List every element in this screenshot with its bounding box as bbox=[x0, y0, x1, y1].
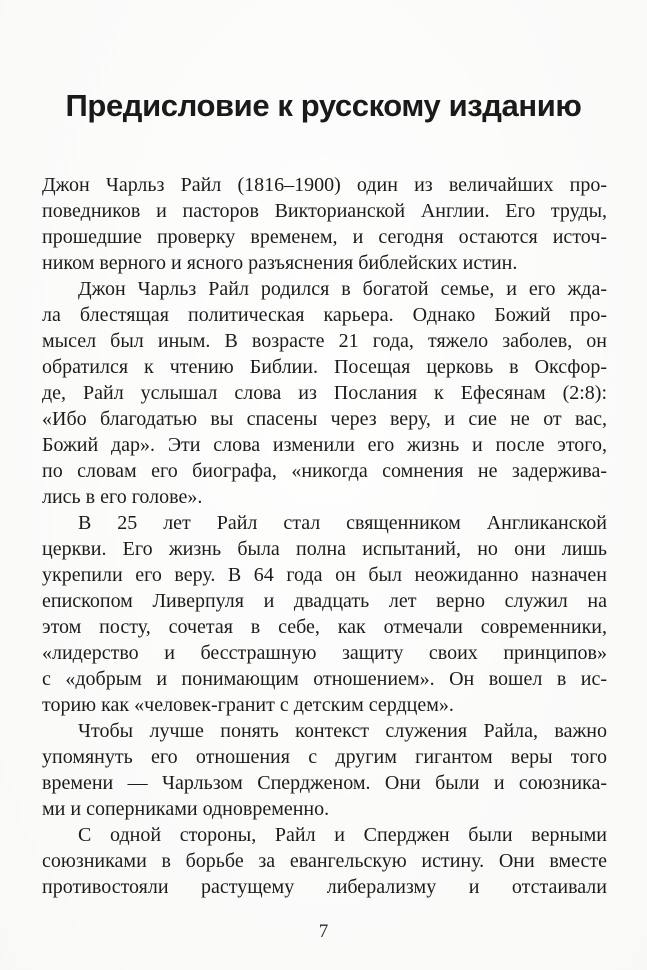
text-line: де, Райл услышал слова из Послания к Ефесянам (2:8): bbox=[42, 382, 607, 404]
body-text bbox=[42, 172, 607, 900]
text-line: С одной стороны, Райл и Сперджен были верными bbox=[78, 824, 607, 846]
text-line: ла блестящая политическая карьера. Однако Божий про- bbox=[42, 304, 607, 326]
text-line: Божий дар». Эти слова изменили его жизнь и после этого, bbox=[42, 434, 607, 456]
text-line: с «добрым и понимающим отношением». Он вошел в ис- bbox=[42, 668, 607, 690]
text-line: союзниками в борьбе за евангельскую истину. Они вместе bbox=[42, 850, 607, 872]
text-line: поведников и пасторов Викторианской Англии. Его труды, bbox=[42, 200, 607, 222]
text-line: по словам его биографа, «никогда сомнения не задержива- bbox=[42, 460, 607, 482]
text-line: ником верного и ясного разъяснения библейских истин. bbox=[42, 252, 518, 274]
text-line: церкви. Его жизнь была полна испытаний, но они лишь bbox=[42, 538, 607, 560]
text-line: упомянуть его отношения с другим гигантом веры того bbox=[42, 746, 607, 768]
page-number: 7 bbox=[318, 921, 329, 942]
text-line: «лидерство и бесстрашную защиту своих принципов» bbox=[42, 642, 607, 664]
paragraph bbox=[42, 172, 607, 276]
paragraph bbox=[42, 718, 607, 822]
text-line: лись в его голове». bbox=[42, 486, 203, 508]
text-line: прошедшие проверку временем, и сегодня остаются источ- bbox=[42, 226, 607, 248]
text-line: ми и соперниками одновременно. bbox=[42, 798, 330, 820]
text-line: противостояли растущему либерализму и отстаивали bbox=[42, 876, 607, 898]
paragraph bbox=[42, 822, 607, 900]
text-line: обратился к чтению Библии. Посещая церковь в Оксфор- bbox=[42, 356, 607, 378]
text-line: епископом Ливерпуля и двадцать лет верно служил на bbox=[42, 590, 607, 612]
text-line: Джон Чарльз Райл (1816–1900) один из величайших про- bbox=[42, 174, 607, 196]
text-line: Чтобы лучше понять контекст служения Райла, важно bbox=[78, 720, 607, 742]
chapter-title: Предисловие к русскому изданию bbox=[65, 88, 582, 123]
text-line: времени — Чарльзом Спердженом. Они были и союзника- bbox=[42, 772, 607, 794]
paragraph bbox=[42, 510, 607, 718]
text-line: «Ибо благодатью вы спасены через веру, и сие не от вас, bbox=[42, 408, 607, 430]
text-line: торию как «человек-гранит с детским сердцем». bbox=[42, 694, 454, 716]
text-line: В 25 лет Райл стал священником Англиканской bbox=[78, 512, 607, 534]
text-line: Джон Чарльз Райл родился в богатой семье, и его жда- bbox=[78, 278, 607, 300]
text-line: мысел был иным. В возрасте 21 года, тяжело заболев, он bbox=[42, 330, 607, 352]
paragraph bbox=[42, 276, 607, 510]
text-line: этом посту, сочетая в себе, как отмечали современники, bbox=[42, 616, 607, 638]
text-line: укрепили его веру. В 64 года он был неожиданно назначен bbox=[42, 564, 607, 586]
